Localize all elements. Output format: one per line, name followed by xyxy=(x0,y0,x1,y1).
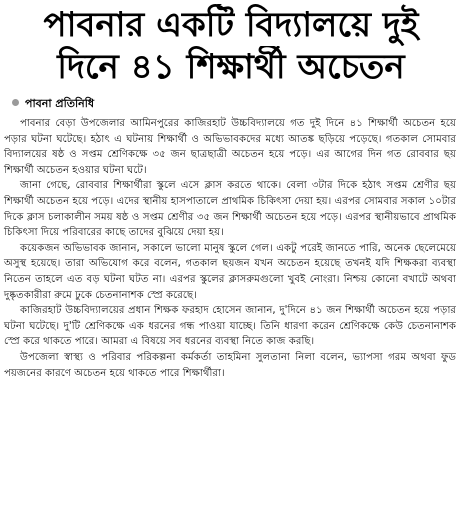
paragraph-5: উপজেলা স্বাস্থ্য ও পরিবার পরিকল্পনা কর্মকর্তা তাহমিনা সুলতানা নিলা বলেন, ভ্যাপসা গরম অথবা ফুড পয়জনের কারণে অচেতন হয়ে থাকতে পারে শিক্ষার্থীরা। xyxy=(4,351,456,379)
paragraph-2: জানা গেছে, রোববার শিক্ষার্থীরা স্কুলে এসে ক্লাস করতে থাকে। বেলা ৩টার দিকে হঠাৎ সপ্তম শ্রেণীর ছয় শিক্ষার্থী অচেতন হয়ে পড়ে। এদের স্থানীয় হাসপাতালে প্রাথমিক চিকিৎসা দেয়া হয়। এরপর সোমবার সকাল ১০টার দিকে ক্লাস চলাকালীন সময় ষষ্ঠ ও সপ্তম শ্রেণীর ৩৫ জন শিক্ষার্থী অচেতন হয়ে পড়ে। এরপর স্থানীয়ভাবে প্রাথমিক চিকিৎসা দিয়ে পরিবারের কাছে তাদের বুঝিয়ে দেয়া হয়। xyxy=(4,180,456,239)
headline xyxy=(10,4,452,88)
bullet-icon xyxy=(12,99,19,106)
paragraph-3: কয়েকজন অভিভাবক জানান, সকালে ভালো মানুষ স্কুলে গেল। একটু পরেই জানতে পারি, অনেক ছেলেমেয়ে অসুস্থ হয়েছে। তারা অভিযোগ করে বলেন, গতকাল ছয়জন যখন অচেতন হয়েছে তখনই যদি শিক্ষকরা ব্যবস্থা নিতেন তাহলে এত বড় ঘটনা ঘটত না। এরপর স্কুলের ক্লাসরুমগুলো খুবই নোংরা। নিশ্চয় কোনো বখাটে অথবা দুষ্কৃতকারীরা রুমে ঢুকে চেতনানাশক স্প্রে করেছে। xyxy=(4,242,456,301)
byline-text: পাবনা প্রতিনিধি xyxy=(25,97,95,110)
paragraph-1: পাবনার বেড়া উপজেলার আমিনপুরের কাজিরহাট উচ্চবিদ্যালয়ে গত দুই দিনে ৪১ শিক্ষার্থী অচেতন হয়ে পড়ার ঘটনা ঘটেছে। হঠাৎ এ ঘটনায় শিক্ষার্থী ও অভিভাবকদের মধ্যে আতঙ্ক ছড়িয়ে পড়েছে। গতকাল সোমবার বিদ্যালয়ের ষষ্ঠ ও সপ্তম শ্রেণিকক্ষে ৩৫ জন ছাত্রছাত্রী অচেতন হয়ে পড়ে। এর আগের দিন গত রোববার ছয় শিক্ষার্থী অচেতন হওয়ার ঘটনা ঘটে। xyxy=(4,118,456,176)
byline xyxy=(12,97,94,111)
headline-line-2: দিনে ৪১ শিক্ষার্থী অচেতন xyxy=(57,47,405,87)
article-body xyxy=(4,116,456,381)
headline-line-1: পাবনার একটি বিদ্যালয়ে দুই xyxy=(43,5,419,45)
paragraph-4: কাজিরহাট উচ্চবিদ্যালয়ের প্রধান শিক্ষক ফরহাদ হোসেন জানান, দু'দিনে ৪১ জন শিক্ষার্থী অচেতন হয়ে পড়ার ঘটনা ঘটেছে। দু'টি শ্রেণিকক্ষে এক ধরনের গন্ধ পাওয়া যাচ্ছে। তিনি ধারণা করেন শ্রেণিকক্ষে কেউ চেতনানাশক স্প্রে করে থাকতে পারে। আমরা এ বিষয়ে সব ধরনের ব্যবস্থা নিতে কাজ করছি। xyxy=(4,305,456,348)
